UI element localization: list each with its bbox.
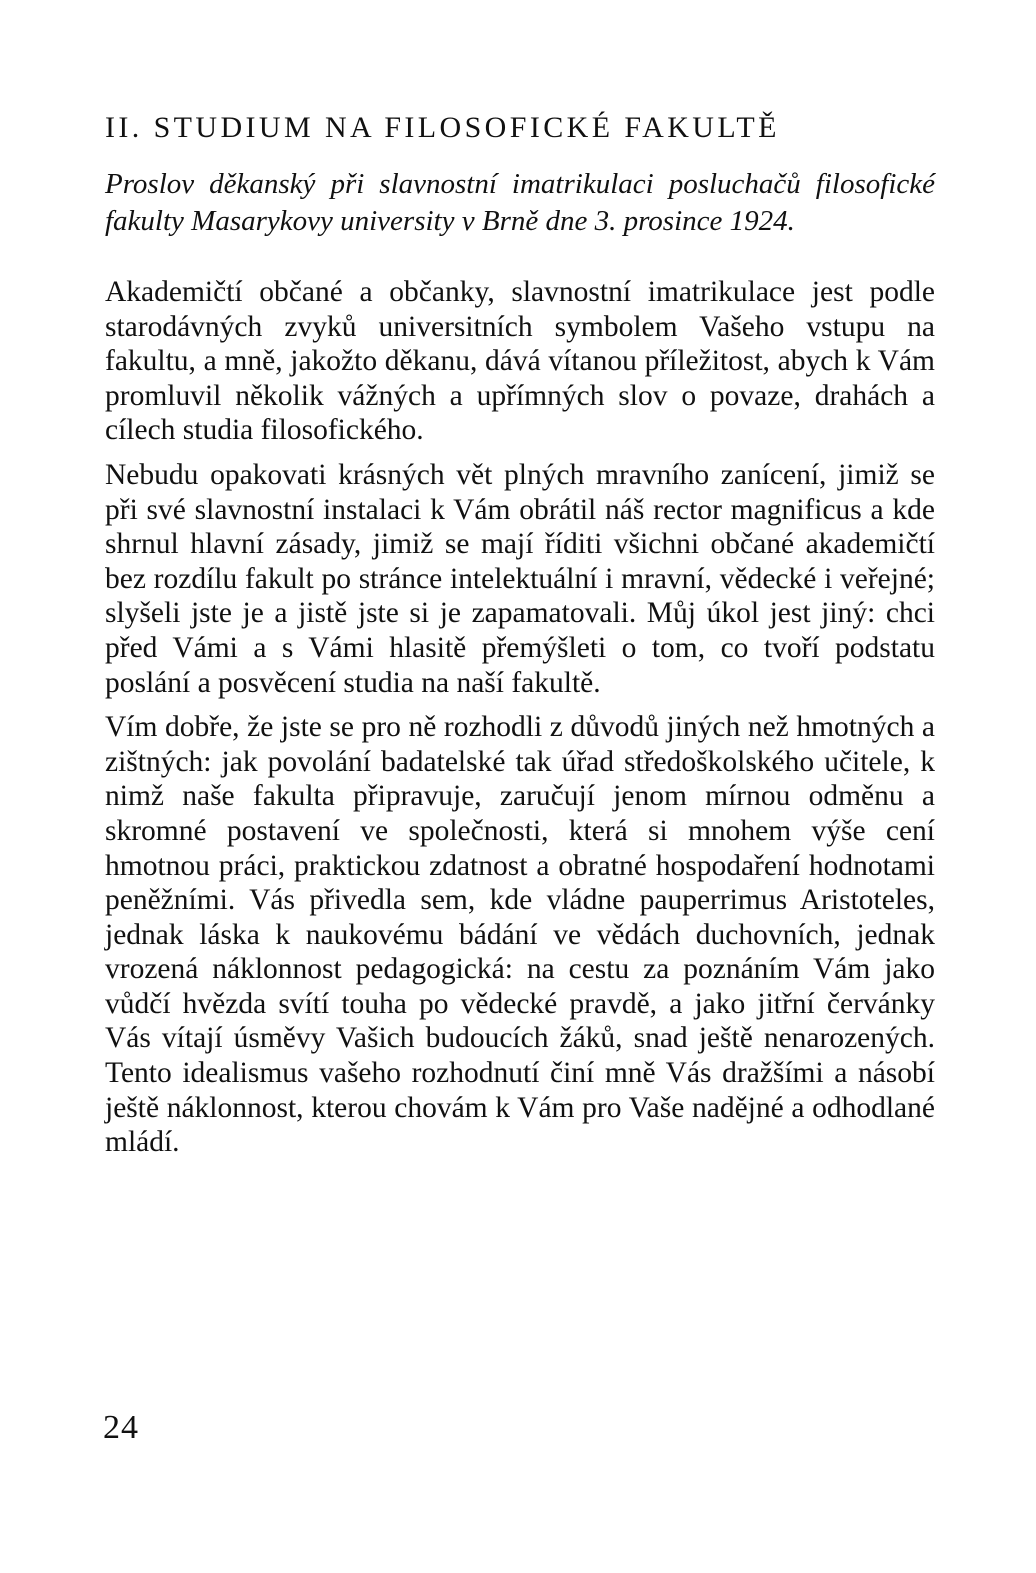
paragraph-1: Akademičtí občané a občanky, slavnostní imatrikulace jest podle starodávných zvyků universitních symbolem Vašeho vstupu na fakultu, a mně, jakožto děkanu, dává vítanou příležitost, abych k Vám promluvil několik vážných a upřímných slov o povaze, drahách a cílech studia filosofického. (105, 276, 935, 447)
chapter-heading: II. STUDIUM NA FILOSOFICKÉ FAKULTĚ (105, 111, 780, 144)
book-page (105, 108, 935, 1170)
body-text (105, 275, 935, 1160)
paragraph-2: Nebudu opakovati krásných vět plných mravního zanícení, jimiž se při své slavnostní instalaci k Vám obrátil náš rector magnificus a kde shrnul hlavní zásady, jimiž se mají říditi všichni občané akademičtí bez rozdílu fakult po stránce intelektuální i mravní, vědecké i veřejné; slyšeli jste je a jistě jste si je zapamatovali. Můj úkol jest jiný: chci před Vámi a s Vámi hlasitě přemýšleti o tom, co tvoří podstatu poslání a posvěcení studia na naší fakultě. (105, 458, 935, 699)
page-number: 24 (103, 1409, 139, 1446)
chapter-subtitle: Proslov děkanský při slavnostní imatrikulaci posluchačů filosofické fakulty Masarykovy university v Brně dne 3. prosince 1924. (105, 168, 935, 237)
paragraph-3: Vím dobře, že jste se pro ně rozhodli z důvodů jiných než hmotných a zištných: jak povolání badatelské tak úřad středoškolského učitele, k nimž naše fakulta připravuje, zaručují jenom mírnou odměnu a skromné postavení ve společnosti, která si mnohem výše cení hmotnou práci, praktickou zdatnost a obratné hospodaření hodnotami peněžními. Vás přivedla sem, kde vládne pauperrimus Aristoteles, jednak láska k naukovému bádání ve vědách duchovních, jednak vrozená náklonnost pedagogická: na cestu za poznáním Vám jako vůdčí hvězda svítí touha po vědecké pravdě, a jako jitřní červánky Vás vítají úsměvy Vašich budoucích žáků, snad ještě nenarozených. Tento idealismus vašeho rozhodnutí činí mně Vás dražšími a násobí ještě náklonnost, kterou chovám k Vám pro Vaše nadějné a odhodlané mládí. (105, 711, 935, 1159)
